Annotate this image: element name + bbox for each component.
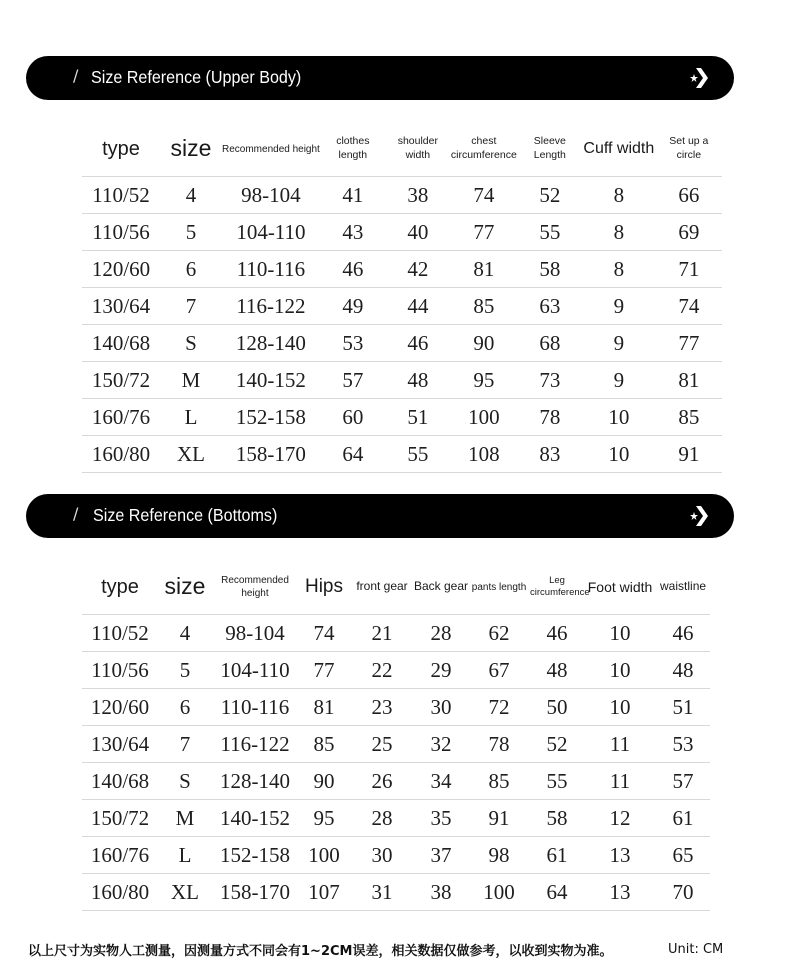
col-header-clothes-length: clothes length: [320, 122, 386, 177]
table-cell: 95: [450, 362, 518, 399]
table-cell: 140-152: [222, 362, 320, 399]
table-cell: 78: [518, 399, 582, 436]
table-cell: 57: [320, 362, 386, 399]
table-cell: 160/80: [82, 874, 158, 911]
table-cell: 158-170: [222, 436, 320, 473]
table-cell: 64: [320, 436, 386, 473]
table-cell: 110/56: [82, 214, 160, 251]
table-cell: 152-158: [212, 837, 298, 874]
col-header-shoulder-width: shoulder width: [386, 122, 450, 177]
table-cell: 120/60: [82, 251, 160, 288]
table-cell: 71: [656, 251, 722, 288]
col-header-hips: Hips: [298, 560, 350, 615]
table-cell: 53: [656, 726, 710, 763]
table-cell: 110/52: [82, 615, 158, 652]
table-cell: 30: [350, 837, 414, 874]
table-cell: 34: [414, 763, 468, 800]
table-cell: 32: [414, 726, 468, 763]
slash-mark: /: [73, 504, 79, 523]
table-cell: 128-140: [212, 763, 298, 800]
table-cell: 46: [320, 251, 386, 288]
table-cell: 158-170: [212, 874, 298, 911]
col-header-pants-length: pants length: [468, 560, 530, 615]
brand-star-chevron-icon: [688, 67, 714, 89]
upper-body-banner: [26, 56, 734, 100]
table-cell: 98-104: [212, 615, 298, 652]
table-cell: 130/64: [82, 726, 158, 763]
col-header-chest-circumference: chest circumference: [450, 122, 518, 177]
upper-body-size-table: [82, 122, 722, 473]
table-cell: 62: [468, 615, 530, 652]
table-cell: 73: [518, 362, 582, 399]
table-cell: 53: [320, 325, 386, 362]
table-cell: XL: [158, 874, 212, 911]
table-cell: 10: [584, 689, 656, 726]
table-cell: L: [160, 399, 222, 436]
table-cell: 60: [320, 399, 386, 436]
table-cell: 58: [518, 251, 582, 288]
table-cell: 90: [450, 325, 518, 362]
table-row: [82, 399, 722, 436]
table-cell: 50: [530, 689, 584, 726]
table-cell: 7: [160, 288, 222, 325]
table-cell: 28: [350, 800, 414, 837]
table-row: [82, 689, 710, 726]
table-cell: 108: [450, 436, 518, 473]
table-cell: 100: [468, 874, 530, 911]
table-cell: 11: [584, 726, 656, 763]
col-header-front-gear: front gear: [350, 560, 414, 615]
table-cell: 5: [158, 652, 212, 689]
table-cell: 13: [584, 874, 656, 911]
table-cell: 160/76: [82, 837, 158, 874]
table-row: [82, 214, 722, 251]
table-cell: 95: [298, 800, 350, 837]
col-header-type: type: [82, 122, 160, 177]
table-cell: 104-110: [212, 652, 298, 689]
table-cell: 66: [656, 177, 722, 214]
table-cell: 4: [160, 177, 222, 214]
table-cell: 140/68: [82, 763, 158, 800]
table-cell: 26: [350, 763, 414, 800]
table-cell: 91: [468, 800, 530, 837]
table-cell: 4: [158, 615, 212, 652]
table-cell: 91: [656, 436, 722, 473]
table-cell: 11: [584, 763, 656, 800]
table-cell: 77: [298, 652, 350, 689]
col-header-leg-circumference: Leg circumference: [530, 560, 584, 615]
table-row: [82, 726, 710, 763]
table-cell: 43: [320, 214, 386, 251]
table-cell: 61: [656, 800, 710, 837]
table-cell: 85: [450, 288, 518, 325]
table-cell: 57: [656, 763, 710, 800]
table-cell: 38: [386, 177, 450, 214]
table-cell: M: [160, 362, 222, 399]
table-cell: 35: [414, 800, 468, 837]
table-cell: 58: [530, 800, 584, 837]
table-cell: 110-116: [212, 689, 298, 726]
table-cell: 116-122: [212, 726, 298, 763]
table-cell: 55: [386, 436, 450, 473]
table-header-row: [82, 560, 710, 615]
table-cell: 8: [582, 251, 656, 288]
table-row: [82, 763, 710, 800]
table-cell: 40: [386, 214, 450, 251]
table-cell: 85: [298, 726, 350, 763]
table-row: [82, 652, 710, 689]
table-cell: 48: [656, 652, 710, 689]
col-header-waistline: waistline: [656, 560, 710, 615]
table-cell: 52: [518, 177, 582, 214]
table-cell: 46: [530, 615, 584, 652]
table-cell: 21: [350, 615, 414, 652]
table-cell: 69: [656, 214, 722, 251]
table-cell: 7: [158, 726, 212, 763]
table-row: [82, 251, 722, 288]
table-cell: 81: [450, 251, 518, 288]
table-cell: 29: [414, 652, 468, 689]
table-cell: 140-152: [212, 800, 298, 837]
table-row: [82, 177, 722, 214]
table-cell: 25: [350, 726, 414, 763]
table-cell: 41: [320, 177, 386, 214]
col-header-type: type: [82, 560, 158, 615]
col-header-set-up-a-circle: Set up a circle: [656, 122, 722, 177]
table-cell: 23: [350, 689, 414, 726]
table-cell: 9: [582, 362, 656, 399]
table-cell: 64: [530, 874, 584, 911]
table-cell: 98: [468, 837, 530, 874]
table-cell: 77: [450, 214, 518, 251]
table-cell: 140/68: [82, 325, 160, 362]
table-row: [82, 874, 710, 911]
table-cell: 51: [656, 689, 710, 726]
table-cell: 77: [656, 325, 722, 362]
bottoms-size-table: [82, 560, 710, 911]
table-cell: XL: [160, 436, 222, 473]
table-row: [82, 325, 722, 362]
col-header-recommended-height: Recommended height: [212, 560, 298, 615]
table-cell: 31: [350, 874, 414, 911]
table-cell: 72: [468, 689, 530, 726]
table-cell: 12: [584, 800, 656, 837]
table-cell: 100: [298, 837, 350, 874]
brand-star-chevron-icon: [688, 505, 714, 527]
col-header-sleeve-length: Sleeve Length: [518, 122, 582, 177]
col-header-back-gear: Back gear: [414, 560, 468, 615]
table-cell: 49: [320, 288, 386, 325]
table-cell: 37: [414, 837, 468, 874]
table-cell: 120/60: [82, 689, 158, 726]
col-header-cuff-width: Cuff width: [582, 122, 656, 177]
table-cell: 110/52: [82, 177, 160, 214]
table-cell: 67: [468, 652, 530, 689]
table-cell: 9: [582, 325, 656, 362]
slash-mark: /: [73, 66, 79, 85]
table-cell: 100: [450, 399, 518, 436]
table-cell: 83: [518, 436, 582, 473]
table-cell: 65: [656, 837, 710, 874]
table-cell: 55: [530, 763, 584, 800]
table-cell: 152-158: [222, 399, 320, 436]
table-cell: 10: [582, 399, 656, 436]
table-cell: 8: [582, 177, 656, 214]
table-cell: 81: [656, 362, 722, 399]
table-cell: 110-116: [222, 251, 320, 288]
table-cell: 10: [584, 652, 656, 689]
table-cell: L: [158, 837, 212, 874]
table-row: [82, 436, 722, 473]
col-header-size: size: [158, 560, 212, 615]
table-cell: 9: [582, 288, 656, 325]
table-cell: 6: [158, 689, 212, 726]
table-cell: 61: [530, 837, 584, 874]
table-cell: 63: [518, 288, 582, 325]
table-cell: 22: [350, 652, 414, 689]
table-cell: M: [158, 800, 212, 837]
table-cell: 85: [468, 763, 530, 800]
table-cell: 44: [386, 288, 450, 325]
table-cell: 128-140: [222, 325, 320, 362]
table-cell: 116-122: [222, 288, 320, 325]
bottoms-title: Size Reference (Bottoms): [93, 505, 278, 525]
table-row: [82, 362, 722, 399]
table-cell: 98-104: [222, 177, 320, 214]
table-row: [82, 837, 710, 874]
table-cell: 74: [656, 288, 722, 325]
table-cell: 42: [386, 251, 450, 288]
table-cell: S: [160, 325, 222, 362]
table-cell: 160/76: [82, 399, 160, 436]
table-cell: 150/72: [82, 362, 160, 399]
table-cell: 6: [160, 251, 222, 288]
table-cell: 130/64: [82, 288, 160, 325]
table-cell: 107: [298, 874, 350, 911]
table-cell: 85: [656, 399, 722, 436]
table-cell: 5: [160, 214, 222, 251]
table-cell: 38: [414, 874, 468, 911]
upper-body-title: Size Reference (Upper Body): [91, 67, 302, 87]
measurement-disclaimer: 以上尺寸为实物人工测量，因测量方式不同会有1~2CM误差，相关数据仅做参考，以收到实物为准。: [28, 944, 613, 959]
col-header-foot-width: Foot width: [584, 560, 656, 615]
col-header-size: size: [160, 122, 222, 177]
table-cell: 74: [450, 177, 518, 214]
table-cell: 68: [518, 325, 582, 362]
table-row: [82, 288, 722, 325]
table-cell: 55: [518, 214, 582, 251]
table-row: [82, 615, 710, 652]
table-cell: 28: [414, 615, 468, 652]
table-cell: 110/56: [82, 652, 158, 689]
table-cell: 46: [656, 615, 710, 652]
table-cell: 74: [298, 615, 350, 652]
unit-label: Unit: CM: [668, 942, 724, 957]
table-cell: 8: [582, 214, 656, 251]
table-cell: 78: [468, 726, 530, 763]
table-cell: 10: [584, 615, 656, 652]
table-cell: 13: [584, 837, 656, 874]
table-cell: 81: [298, 689, 350, 726]
table-cell: 150/72: [82, 800, 158, 837]
col-header-recommended-height: Recommended height: [222, 122, 320, 177]
table-cell: 51: [386, 399, 450, 436]
table-cell: 48: [530, 652, 584, 689]
table-cell: 48: [386, 362, 450, 399]
bottoms-banner: [26, 494, 734, 538]
table-cell: S: [158, 763, 212, 800]
table-cell: 70: [656, 874, 710, 911]
table-cell: 30: [414, 689, 468, 726]
table-row: [82, 800, 710, 837]
table-cell: 46: [386, 325, 450, 362]
table-cell: 104-110: [222, 214, 320, 251]
table-cell: 160/80: [82, 436, 160, 473]
table-header-row: [82, 122, 722, 177]
table-cell: 10: [582, 436, 656, 473]
table-cell: 90: [298, 763, 350, 800]
table-cell: 52: [530, 726, 584, 763]
